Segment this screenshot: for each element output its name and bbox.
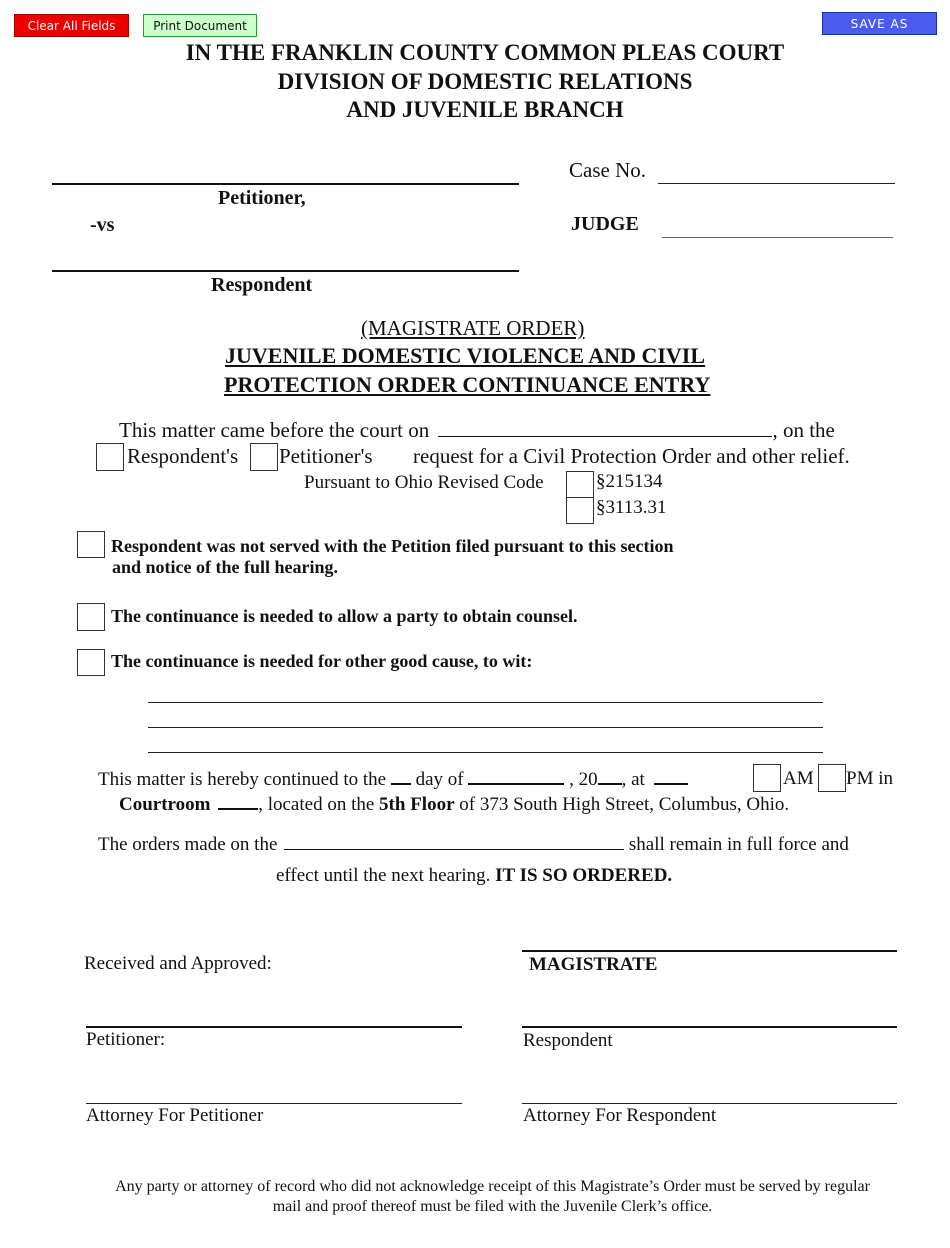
- case-no-field[interactable]: [658, 183, 895, 184]
- so-ordered-text: IT IS SO ORDERED.: [495, 865, 673, 886]
- until-next-hearing-text: effect until the next hearing.: [276, 865, 491, 886]
- orders-date-field[interactable]: [284, 849, 624, 850]
- received-approved-label: Received and Approved:: [84, 953, 272, 974]
- code-215134-label: §215134: [596, 471, 663, 492]
- respondents-label: Respondent's: [127, 444, 239, 468]
- courtroom-number-field[interactable]: [218, 808, 258, 810]
- year-prefix-text: , 20: [569, 769, 598, 790]
- attorney-petitioner-signature-line[interactable]: [86, 1103, 462, 1104]
- footer-notice-line-2: mail and proof thereof must be filed with the Juvenile Clerk’s office.: [272, 1198, 713, 1215]
- not-served-checkbox[interactable]: [77, 531, 105, 558]
- counsel-text: The continuance is needed to allow a party to obtain counsel.: [111, 606, 578, 626]
- located-text: , located on the: [258, 794, 375, 815]
- attorney-respondent-signature-line[interactable]: [522, 1103, 897, 1104]
- courtroom-label: Courtroom: [119, 794, 211, 815]
- save-as-button[interactable]: SAVE AS: [822, 12, 937, 35]
- petitioner-signature-label: Petitioner:: [86, 1029, 166, 1050]
- respondent-label: Respondent: [211, 274, 313, 296]
- good-cause-checkbox[interactable]: [77, 649, 105, 676]
- respondents-request-checkbox[interactable]: [96, 443, 124, 471]
- respondent-name-line[interactable]: [52, 270, 519, 272]
- code-215134-checkbox[interactable]: [566, 471, 594, 498]
- good-cause-line-2[interactable]: [148, 727, 823, 728]
- petitioners-request-checkbox[interactable]: [250, 443, 278, 471]
- continued-day-field[interactable]: [391, 783, 411, 785]
- court-heading-line-2: DIVISION OF DOMESTIC RELATIONS: [277, 69, 693, 94]
- continued-text: This matter is hereby continued to the: [98, 769, 387, 790]
- intro-line: [119, 418, 835, 443]
- courtroom-line: [119, 794, 789, 816]
- case-no-label: Case No.: [569, 158, 646, 182]
- judge-label: JUDGE: [571, 213, 639, 235]
- address-text: of 373 South High Street, Columbus, Ohio.: [459, 794, 790, 815]
- came-before-text: This matter came before the court on: [119, 418, 430, 442]
- code-3113-31-label: §3113.31: [596, 497, 667, 518]
- not-served-text-line-2: and notice of the full hearing.: [112, 557, 339, 577]
- petitioner-name-line[interactable]: [52, 183, 519, 185]
- court-heading-line-1: IN THE FRANKLIN COUNTY COMMON PLEAS COURT: [185, 40, 785, 65]
- respondent-signature-line[interactable]: [522, 1026, 897, 1028]
- magistrate-order-subtitle: (MAGISTRATE ORDER): [361, 316, 585, 340]
- continued-time-field[interactable]: [654, 783, 688, 785]
- am-label: AM: [783, 768, 814, 789]
- vs-label: -vs: [90, 214, 115, 236]
- magistrate-signature-line[interactable]: [522, 950, 897, 952]
- orders-line-2: [276, 865, 672, 887]
- petitioners-label: Petitioner's: [279, 444, 373, 468]
- petitioner-label: Petitioner,: [218, 187, 306, 209]
- floor-text: 5th Floor: [379, 794, 455, 815]
- footer-notice-line-1: Any party or attorney of record who did not acknowledge receipt of this Magistrate’s Order must be served by regular: [115, 1178, 870, 1195]
- on-the-text: , on the: [772, 418, 835, 442]
- title-line-1: JUVENILE DOMESTIC VIOLENCE AND CIVIL: [225, 343, 706, 368]
- print-document-button[interactable]: Print Document: [143, 14, 257, 37]
- judge-field[interactable]: [662, 237, 893, 238]
- orders-line: [98, 834, 849, 856]
- remain-in-force-text: shall remain in full force and: [628, 834, 849, 855]
- attorney-petitioner-label: Attorney For Petitioner: [86, 1105, 264, 1126]
- pursuant-label: Pursuant to Ohio Revised Code: [304, 472, 544, 493]
- day-of-text: day of: [415, 769, 464, 790]
- good-cause-text: The continuance is needed for other good cause, to wit:: [111, 651, 533, 671]
- code-3113-31-checkbox[interactable]: [566, 497, 594, 524]
- court-heading-line-3: AND JUVENILE BRANCH: [346, 97, 624, 122]
- not-served-text-line-1: Respondent was not served with the Petition filed pursuant to this section: [111, 536, 674, 556]
- pm-checkbox[interactable]: [818, 764, 846, 792]
- magistrate-label: MAGISTRATE: [529, 954, 658, 975]
- hearing-date-field[interactable]: [438, 436, 772, 437]
- good-cause-line-3[interactable]: [148, 752, 823, 753]
- am-checkbox[interactable]: [753, 764, 781, 792]
- continued-month-field[interactable]: [468, 783, 564, 785]
- petitioner-signature-line[interactable]: [86, 1026, 462, 1028]
- good-cause-line-1[interactable]: [148, 702, 823, 703]
- at-text: , at: [621, 769, 645, 790]
- attorney-respondent-label: Attorney For Respondent: [523, 1105, 717, 1126]
- continued-year-field[interactable]: [598, 783, 622, 785]
- title-line-2: PROTECTION ORDER CONTINUANCE ENTRY: [224, 372, 711, 397]
- orders-made-text: The orders made on the: [98, 834, 278, 855]
- respondent-signature-label: Respondent: [523, 1030, 613, 1051]
- request-text: request for a Civil Protection Order and other relief.: [413, 444, 850, 468]
- counsel-checkbox[interactable]: [77, 603, 105, 631]
- continued-line: [98, 769, 688, 791]
- pm-in-label: PM in: [846, 768, 893, 789]
- clear-all-fields-button[interactable]: Clear All Fields: [14, 14, 129, 37]
